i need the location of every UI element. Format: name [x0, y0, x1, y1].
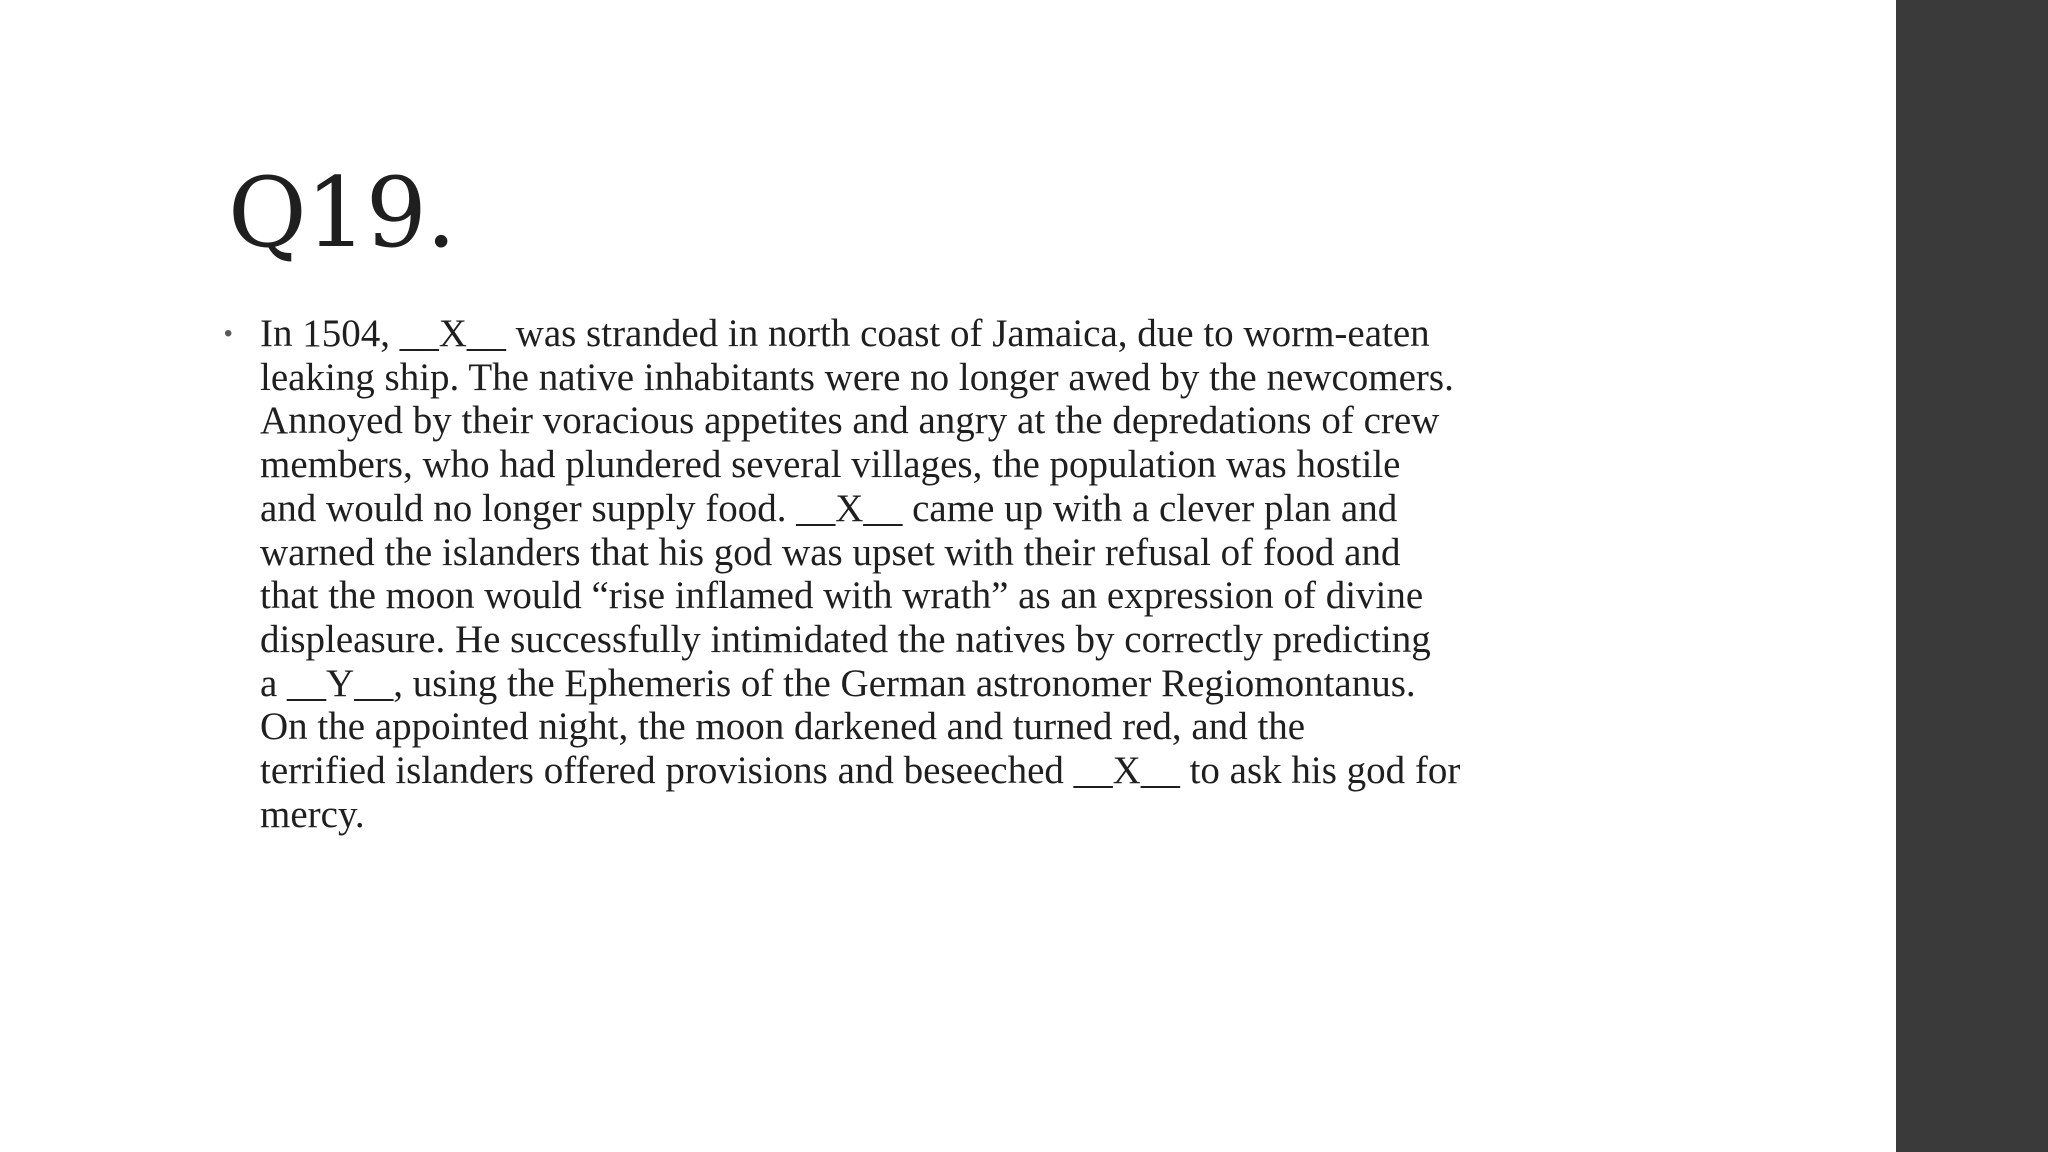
bullet-marker: • — [224, 320, 233, 347]
bullet-text: In 1504, __X__ was stranded in north coast of Jamaica, due to worm-eaten leaking ship. The native inhabitants were no longer awed by the newcomers. Annoyed by their voracious appetites and angry at the depredations of crew members, who had plundered several villages, the population was hostile and would no longer supply food. __X__ came up with a clever plan and warned the islanders that his god was upset with their refusal of food and that the moon would “rise inflamed with wrath” as an expression of divine displeasure. He successfully intimidated the natives by correctly predicting a __Y__, using the Ephemeris of the German astronomer Regiomontanus. On the appointed night, the moon darkened and turned red, and the terrified islanders offered provisions and beseeched __X__ to ask his god for mercy. — [260, 312, 1461, 836]
side-band — [1896, 0, 2048, 1152]
bullet-list — [222, 312, 1642, 836]
slide-title: Q19. — [228, 157, 456, 269]
